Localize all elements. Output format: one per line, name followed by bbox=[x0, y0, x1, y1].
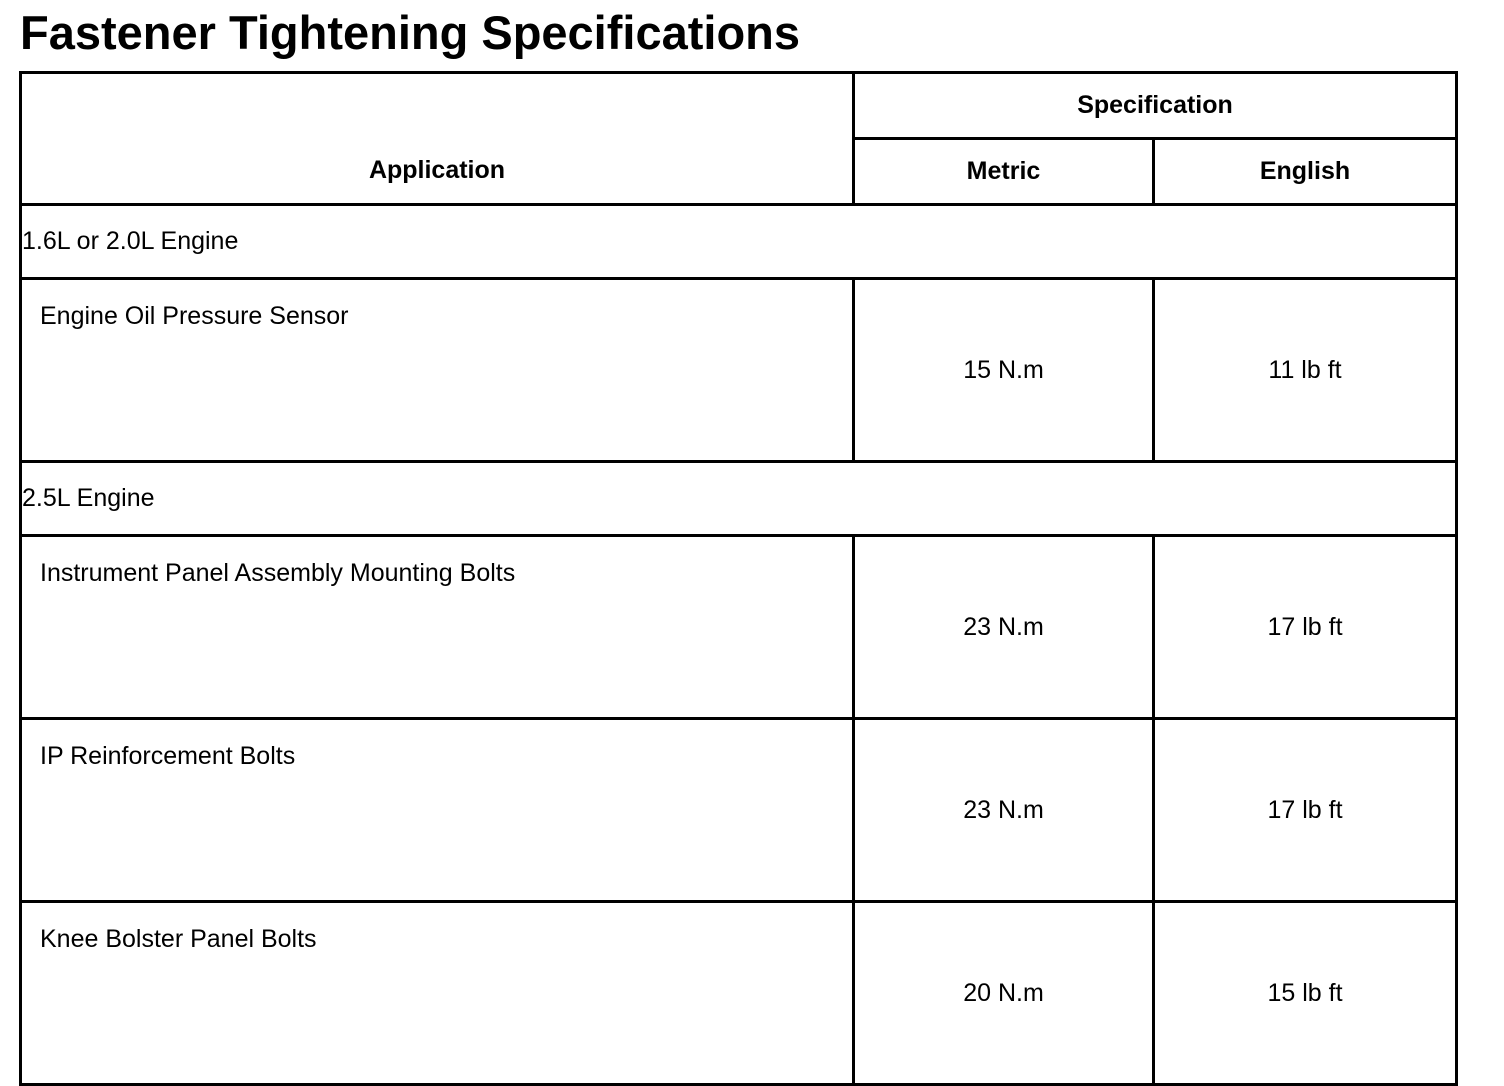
english-cell: 15 lb ft bbox=[1154, 902, 1457, 1085]
header-english: English bbox=[1154, 139, 1457, 205]
section-label: 2.5L Engine bbox=[21, 462, 1457, 536]
metric-cell: 20 N.m bbox=[854, 902, 1154, 1085]
header-metric: Metric bbox=[854, 139, 1154, 205]
english-cell: 11 lb ft bbox=[1154, 279, 1457, 462]
header-application: Application bbox=[21, 73, 854, 205]
header-row-top bbox=[21, 73, 1457, 139]
section-row bbox=[21, 205, 1457, 279]
application-cell: Instrument Panel Assembly Mounting Bolts bbox=[21, 536, 854, 719]
table-row bbox=[21, 279, 1457, 462]
table-row bbox=[21, 902, 1457, 1085]
table-row bbox=[21, 536, 1457, 719]
metric-cell: 23 N.m bbox=[854, 719, 1154, 902]
application-cell: IP Reinforcement Bolts bbox=[21, 719, 854, 902]
spec-table bbox=[19, 71, 1458, 1086]
table-row bbox=[21, 719, 1457, 902]
metric-cell: 23 N.m bbox=[854, 536, 1154, 719]
application-cell: Engine Oil Pressure Sensor bbox=[21, 279, 854, 462]
english-cell: 17 lb ft bbox=[1154, 536, 1457, 719]
metric-cell: 15 N.m bbox=[854, 279, 1154, 462]
header-specification: Specification bbox=[854, 73, 1457, 139]
section-label: 1.6L or 2.0L Engine bbox=[21, 205, 1457, 279]
page-title: Fastener Tightening Specifications bbox=[20, 6, 800, 59]
english-cell: 17 lb ft bbox=[1154, 719, 1457, 902]
section-row bbox=[21, 462, 1457, 536]
application-cell: Knee Bolster Panel Bolts bbox=[21, 902, 854, 1085]
